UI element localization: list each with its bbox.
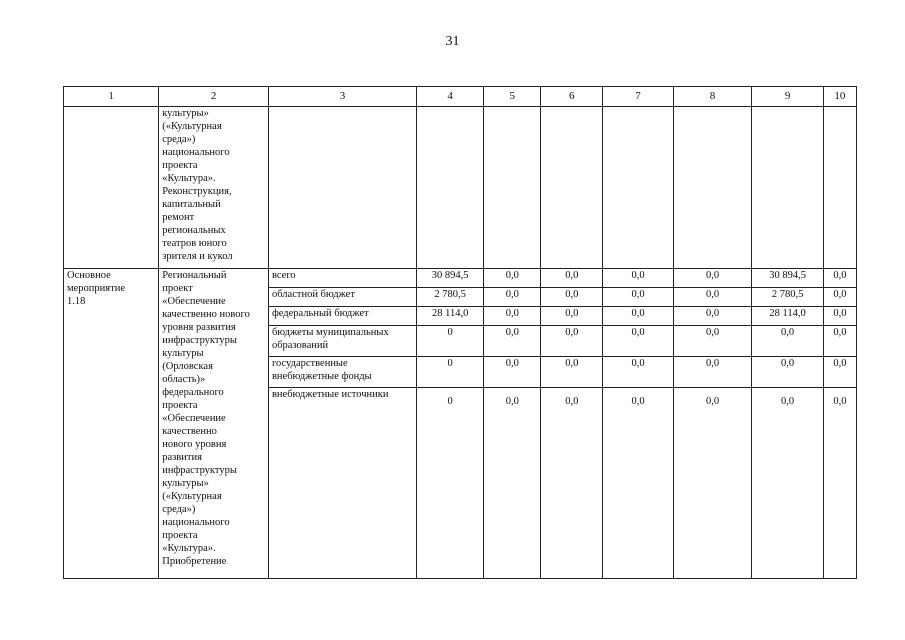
page-number: 31 <box>445 34 460 49</box>
value-cell: 30 894,5 <box>752 269 823 288</box>
text-line: зрителя и кукол <box>162 251 233 262</box>
funding-source: государственные внебюджетные фонды <box>268 357 416 388</box>
value-cell: 0,0 <box>484 269 541 288</box>
column-header: 7 <box>603 87 673 107</box>
funding-source: областной бюджет <box>268 288 416 307</box>
text-line: культуры» <box>162 108 209 119</box>
event-number <box>64 269 159 579</box>
value-cell: 30 894,5 <box>417 269 484 288</box>
text-line: мероприятие <box>67 283 125 294</box>
text-line: среда») <box>162 134 196 145</box>
text-line: развития <box>162 452 202 463</box>
value-cell: 0,0 <box>484 307 541 326</box>
text-line: проект <box>162 283 193 294</box>
text-line: область)» <box>162 374 206 385</box>
continued-description <box>159 107 269 269</box>
text-line: проекта <box>162 400 198 411</box>
table-cell <box>417 107 484 269</box>
column-header: 4 <box>417 87 484 107</box>
value-cell: 0,0 <box>673 269 752 288</box>
value-cell: 0,0 <box>541 307 603 326</box>
text-line: культуры» <box>162 478 209 489</box>
value-cell: 0,0 <box>484 388 541 579</box>
table-cell <box>603 107 673 269</box>
value-cell: 0,0 <box>541 288 603 307</box>
table-cell <box>823 107 856 269</box>
text-line: («Культурная <box>162 491 222 502</box>
text-line: «Культура». <box>162 173 216 184</box>
column-header: 3 <box>268 87 416 107</box>
text-line: уровня развития <box>162 322 236 333</box>
value-cell: 0 <box>417 326 484 357</box>
text-line: 1.18 <box>67 296 86 307</box>
value-cell: 28 114,0 <box>417 307 484 326</box>
value-cell: 0,0 <box>673 326 752 357</box>
table-cell <box>752 107 823 269</box>
value-cell: 0,0 <box>752 357 823 388</box>
text-line: театров юного <box>162 238 227 249</box>
value-cell: 0,0 <box>484 357 541 388</box>
value-cell: 0,0 <box>603 326 673 357</box>
text-line: проекта <box>162 530 198 541</box>
table-cell <box>484 107 541 269</box>
text-line: (Орловская <box>162 361 213 372</box>
value-cell: 0,0 <box>823 269 856 288</box>
value-cell: 0,0 <box>541 269 603 288</box>
text-line: нового уровня <box>162 439 227 450</box>
text-line: «Культура». <box>162 543 216 554</box>
value-cell: 0 <box>417 357 484 388</box>
column-header: 9 <box>752 87 823 107</box>
funding-source: бюджеты муниципальных образований <box>268 326 416 357</box>
text-line: Реконструкция, <box>162 186 232 197</box>
column-header: 6 <box>541 87 603 107</box>
text-line: «Обеспечение <box>162 296 226 307</box>
value-cell: 0,0 <box>541 357 603 388</box>
table-cell <box>268 107 416 269</box>
value-cell: 0,0 <box>484 288 541 307</box>
value-cell: 0,0 <box>603 307 673 326</box>
value-cell: 0,0 <box>603 357 673 388</box>
text-line: «Обеспечение <box>162 413 226 424</box>
text-line: национального <box>162 517 230 528</box>
text-line: федерального <box>162 387 224 398</box>
value-cell: 0,0 <box>603 288 673 307</box>
text-line: ремонт <box>162 212 195 223</box>
value-cell: 0,0 <box>752 326 823 357</box>
value-cell: 0,0 <box>603 388 673 579</box>
text-line: региональных <box>162 225 226 236</box>
funding-source: федеральный бюджет <box>268 307 416 326</box>
column-header: 5 <box>484 87 541 107</box>
value-cell: 0,0 <box>484 326 541 357</box>
header-row <box>64 87 857 107</box>
value-cell: 0,0 <box>673 307 752 326</box>
text-line: проекта <box>162 160 198 171</box>
text-line: Основное <box>67 270 111 281</box>
text-line: инфраструктуры <box>162 465 237 476</box>
value-cell: 0,0 <box>752 388 823 579</box>
text-line: культуры <box>162 348 204 359</box>
value-cell: 0,0 <box>823 288 856 307</box>
value-cell: 0,0 <box>823 326 856 357</box>
value-cell: 0,0 <box>823 357 856 388</box>
text-line: инфраструктуры <box>162 335 237 346</box>
text-line: («Культурная <box>162 121 222 132</box>
text-line: капитальный <box>162 199 221 210</box>
text-line: национального <box>162 147 230 158</box>
value-cell: 0,0 <box>603 269 673 288</box>
table-cell <box>673 107 752 269</box>
value-cell: 0,0 <box>823 388 856 579</box>
value-cell: 0,0 <box>673 357 752 388</box>
text-line: качественно <box>162 426 217 437</box>
value-cell: 2 780,5 <box>752 288 823 307</box>
value-cell: 0,0 <box>673 388 752 579</box>
continued-row <box>64 107 857 269</box>
funding-source: внебюджетные источники <box>268 388 416 579</box>
text-line: Приобретение <box>162 556 227 567</box>
text-line: Региональный <box>162 270 227 281</box>
table-cell <box>64 107 159 269</box>
event-description <box>159 269 269 579</box>
column-header: 2 <box>159 87 269 107</box>
table-row <box>64 269 857 288</box>
funding-source: всего <box>268 269 416 288</box>
value-cell: 0 <box>417 388 484 579</box>
column-header: 1 <box>64 87 159 107</box>
text-line: качественно нового <box>162 309 250 320</box>
column-header: 10 <box>823 87 856 107</box>
text-line: среда») <box>162 504 196 515</box>
table-cell <box>541 107 603 269</box>
value-cell: 28 114,0 <box>752 307 823 326</box>
funding-table <box>63 86 857 579</box>
value-cell: 0,0 <box>673 288 752 307</box>
value-cell: 0,0 <box>541 388 603 579</box>
value-cell: 0,0 <box>823 307 856 326</box>
value-cell: 2 780,5 <box>417 288 484 307</box>
value-cell: 0,0 <box>541 326 603 357</box>
column-header: 8 <box>673 87 752 107</box>
